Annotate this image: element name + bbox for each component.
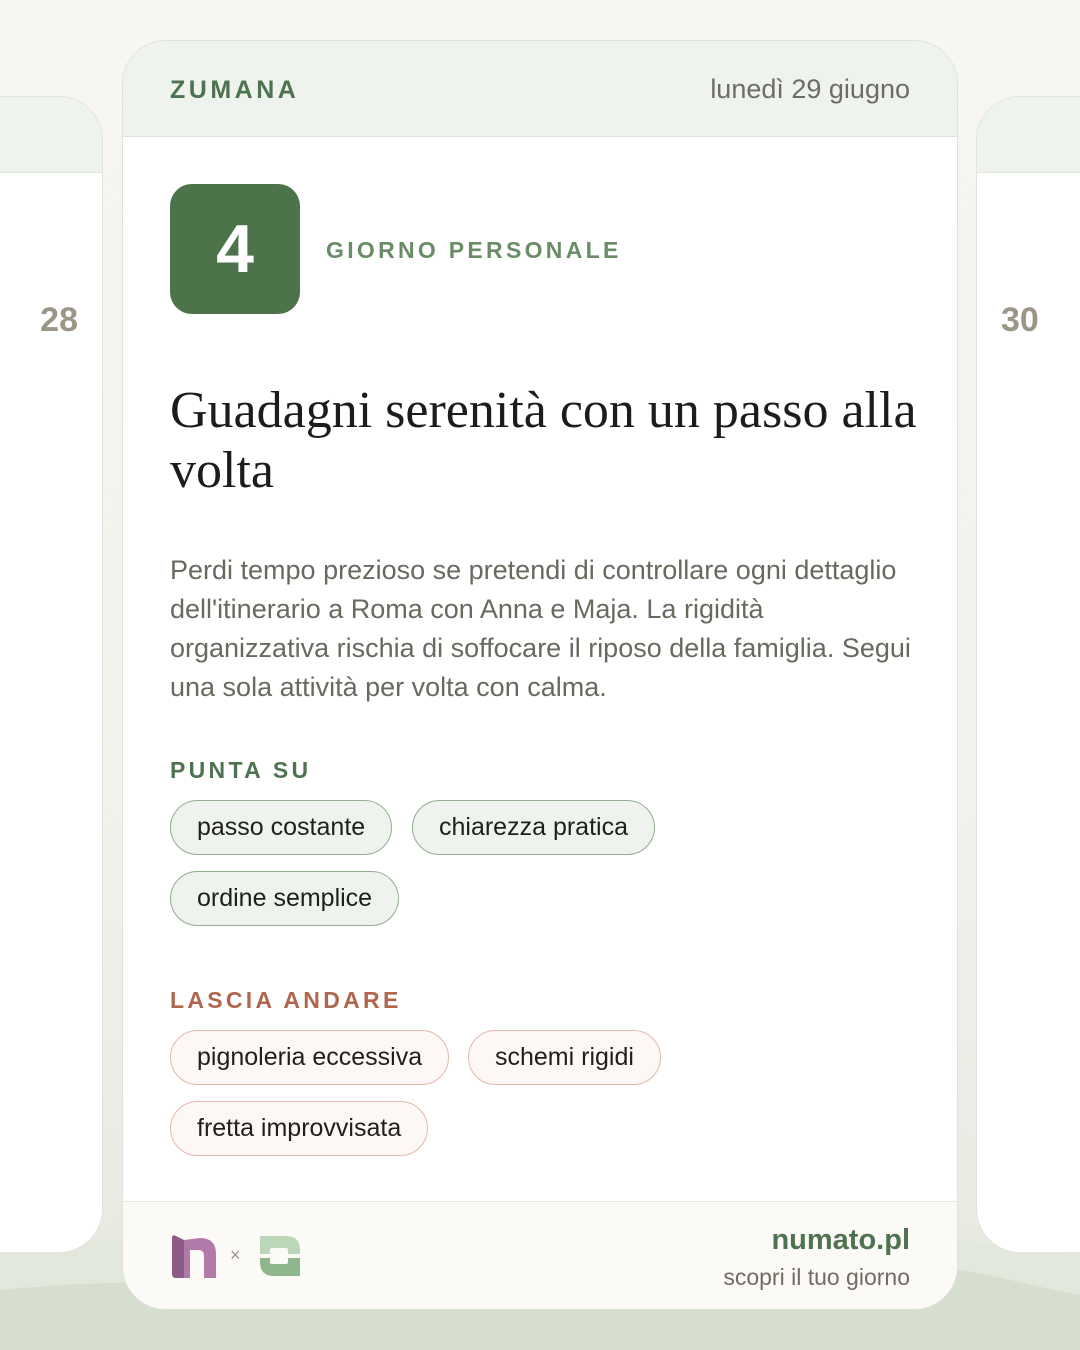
- personal-day-number: 4: [216, 211, 254, 287]
- focus-section-title: PUNTA SU: [170, 757, 312, 783]
- previous-card-header: [0, 97, 102, 173]
- release-tag: schemi rigidi: [468, 1030, 661, 1085]
- release-section-title: LASCIA ANDARE: [170, 987, 402, 1013]
- personal-day-label: GIORNO PERSONALE: [326, 237, 622, 263]
- previous-day-card[interactable]: [0, 96, 103, 1253]
- focus-tag: chiarezza pratica: [412, 800, 655, 855]
- card-headline: Guadagni serenità con un passo alla volta: [170, 382, 917, 499]
- brand-name: ZUMANA: [170, 76, 300, 104]
- zumana-logo-icon: [256, 1232, 304, 1280]
- card-footer: [123, 1201, 957, 1309]
- site-tagline: scopri il tuo giorno: [723, 1264, 910, 1290]
- next-day-card[interactable]: [976, 96, 1080, 1253]
- day-card: [122, 40, 958, 1310]
- logo-separator: ×: [230, 1245, 241, 1265]
- next-day-number: 30: [1001, 301, 1039, 339]
- card-header: [123, 41, 957, 137]
- release-tag: pignoleria eccessiva: [170, 1030, 449, 1085]
- card-date: lunedì 29 giugno: [710, 74, 910, 104]
- previous-day-number: 28: [40, 301, 78, 339]
- focus-tag: passo costante: [170, 800, 392, 855]
- focus-tag: ordine semplice: [170, 871, 399, 926]
- numato-logo-icon: [170, 1232, 218, 1280]
- release-tag: fretta improvvisata: [170, 1101, 428, 1156]
- next-card-header: [977, 97, 1080, 173]
- personal-day-number-badge: [170, 184, 300, 314]
- card-description: Perdi tempo prezioso se pretendi di controllare ogni dettaglio dell'itinerario a Roma con Anna e Maja. La rigidità organizzativa rischia di soffocare il riposo della famiglia. Segui una sola attività per volta con calma.: [170, 555, 911, 702]
- site-link[interactable]: numato.pl: [771, 1224, 910, 1256]
